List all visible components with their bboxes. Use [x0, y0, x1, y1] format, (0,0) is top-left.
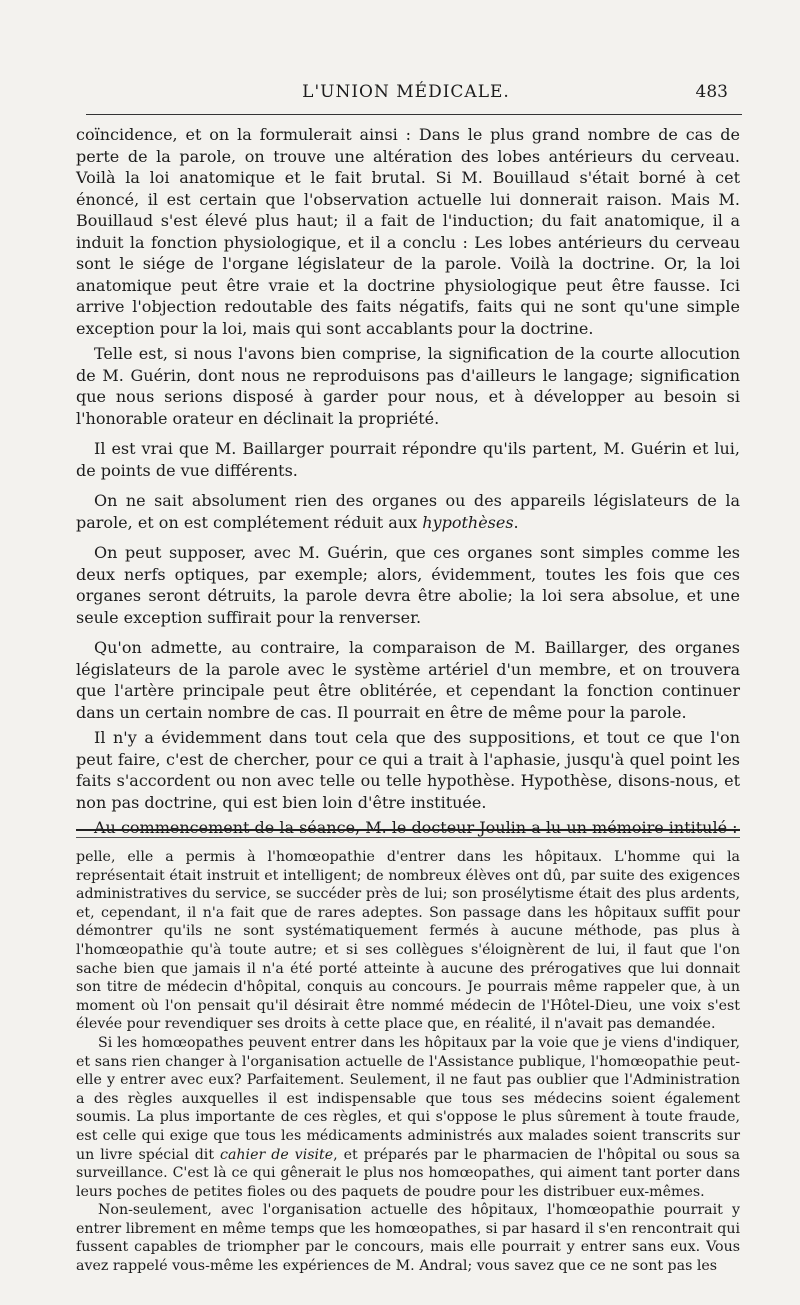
section-divider: [76, 829, 740, 838]
paragraph: Non-seulement, avec l'organisation actuelle des hôpitaux, l'homœopathie pourrait y entrer librement en même temps que les homœopathes, si par hasard il s'en rencontrait qui fussent capables de triompher par le concours, mais elle pourrait y entrer sans eux. Vous avez rappelé vous-même les expériences de M. Andral; vous savez que ce ne sont pas les: [76, 1202, 740, 1275]
page-header: [76, 82, 736, 108]
page-number: 483: [695, 82, 728, 102]
paragraph-text: , et préparés par le pharmacien de l'hôpital ou sous sa surveillance. C'est là ce qui gênerait le plus nos homœopathes, qui aiment tant porter dans leurs poches de petites fioles ou des paquets de poudre pour les distribuer eux-mêmes.: [76, 1146, 740, 1200]
paragraph: Telle est, si nous l'avons bien comprise, la signification de la courte allocution de M. Guérin, dont nous ne reproduisons pas d'ailleurs le langage; signification que nous serions disposé à garder pour nous, et à développer au besoin si l'honorable orateur en déclinait la propriété.: [76, 344, 740, 428]
paragraph: Au commencement de la séance, M. le docteur Joulin a lu un mémoire intitulé :: [94, 818, 738, 837]
paragraph: [76, 1034, 740, 1201]
journal-title: L'UNION MÉDICALE.: [302, 82, 510, 102]
paragraph-text: Si les homœopathes peuvent entrer dans les hôpitaux par la voie que je viens d'indiquer, et sans rien changer à l'organisation actuelle de l'Assistance publique, l'homœopathie peut-elle y entrer avec eux? Parfaitement. Seulement, il ne faut pas oublier que l'Administration a des règles auxquelles il est indispensable que tous ses médecins soient également soumis. La plus importante de ces règles, et qui s'oppose le plus sûrement à toute fraude, est celle qui exige que tous les médicaments administrés aux malades soient transcrits sur un livre spécial dit: [76, 1034, 740, 1163]
paragraph: On peut supposer, avec M. Guérin, que ces organes sont simples comme les deux nerfs optiques, par exemple; alors, évidemment, toutes les fois que ces organes seront détruits, la parole devra être abolie; la loi sera absolue, et une seule exception suffirait pour la renverser.: [76, 543, 740, 627]
paragraph: pelle, elle a permis à l'homœopathie d'entrer dans les hôpitaux. L'homme qui la représentait était instruit et intelligent; de nombreux élèves ont dû, par suite des exigences administratives du service, se succéder près de lui; son prosélytisme était des plus ardents, et, cependant, il n'a fait que de rares adeptes. Son passage dans les hôpitaux suffit pour démontrer qu'ils ne sont systématiquement fermés à aucune méthode, pas plus à l'homœopathie qu'à toute autre; et si ses collègues s'éloignèrent de lui, il faut que l'on sache bien que jamais il n'a été porté atteinte à aucune des prérogatives que lui donnait son titre de médecin d'hôpital, conquis au concours. Je pourrais même rappeler que, à un moment où l'on pensait qu'il désirait être nommé médecin de l'Hôtel-Dieu, une voix s'est élevée pour revendiquer ses droits à cette place que, en réalité, il n'avait pas demandée.: [76, 849, 740, 1033]
paragraph: coïncidence, et on la formulerait ainsi : Dans le plus grand nombre de cas de perte de la parole, on trouve une altération des lobes antérieurs du cerveau. Voilà la loi anatomique et le fait brutal. Si M. Bouillaud s'était borné à cet énoncé, il est certain que l'observation actuelle lui donnerait raison. Mais M. Bouillaud s'est élevé plus haut; il a fait de l'induction; du fait anatomique, il a induit la fonction physiologique, et il a conclu : Les lobes antérieurs du cerveau sont le siége de l'organe législateur de la parole. Voilà la doctrine. Or, la loi anatomique peut être vraie et la doctrine physiologique peut être fausse. Ici arrive l'objection redoutable des faits négatifs, faits qui ne sont qu'une simple exception pour la loi, mais qui sont accablants pour la doctrine.: [76, 125, 740, 338]
header-rule: [86, 114, 742, 115]
upper-column: [76, 124, 740, 839]
paragraph: [76, 490, 740, 533]
lower-column: [76, 848, 740, 1276]
paragraph: Il n'y a évidemment dans tout cela que des suppositions, et tout ce que l'on peut faire, c'est de chercher, pour ce qui a trait à l'aphasie, jusqu'à quel point les faits s'accordent ou non avec telle ou telle hypothèse. Hypothèse, disons-nous, et non pas doctrine, qui est bien loin d'être instituée.: [76, 728, 740, 812]
paragraph-text: On ne sait absolument rien des organes ou des appareils législateurs de la parole, et on est complétement réduit aux: [76, 491, 740, 532]
paragraph: Il est vrai que M. Baillarger pourrait répondre qu'ils partent, M. Guérin et lui, de points de vue différents.: [76, 439, 740, 480]
paragraph-text: .: [513, 512, 519, 532]
italic-term: cahier de visite: [220, 1146, 334, 1163]
italic-term: hypothèses: [422, 512, 514, 532]
paragraph: Qu'on admette, au contraire, la comparaison de M. Baillarger, des organes législateurs de la parole avec le système artériel d'un membre, et on trouvera que l'artère principale peut être oblitérée, et cependant la fonction continuer dans un certain nombre de cas. Il pourrait en être de même pour la parole.: [76, 638, 740, 722]
